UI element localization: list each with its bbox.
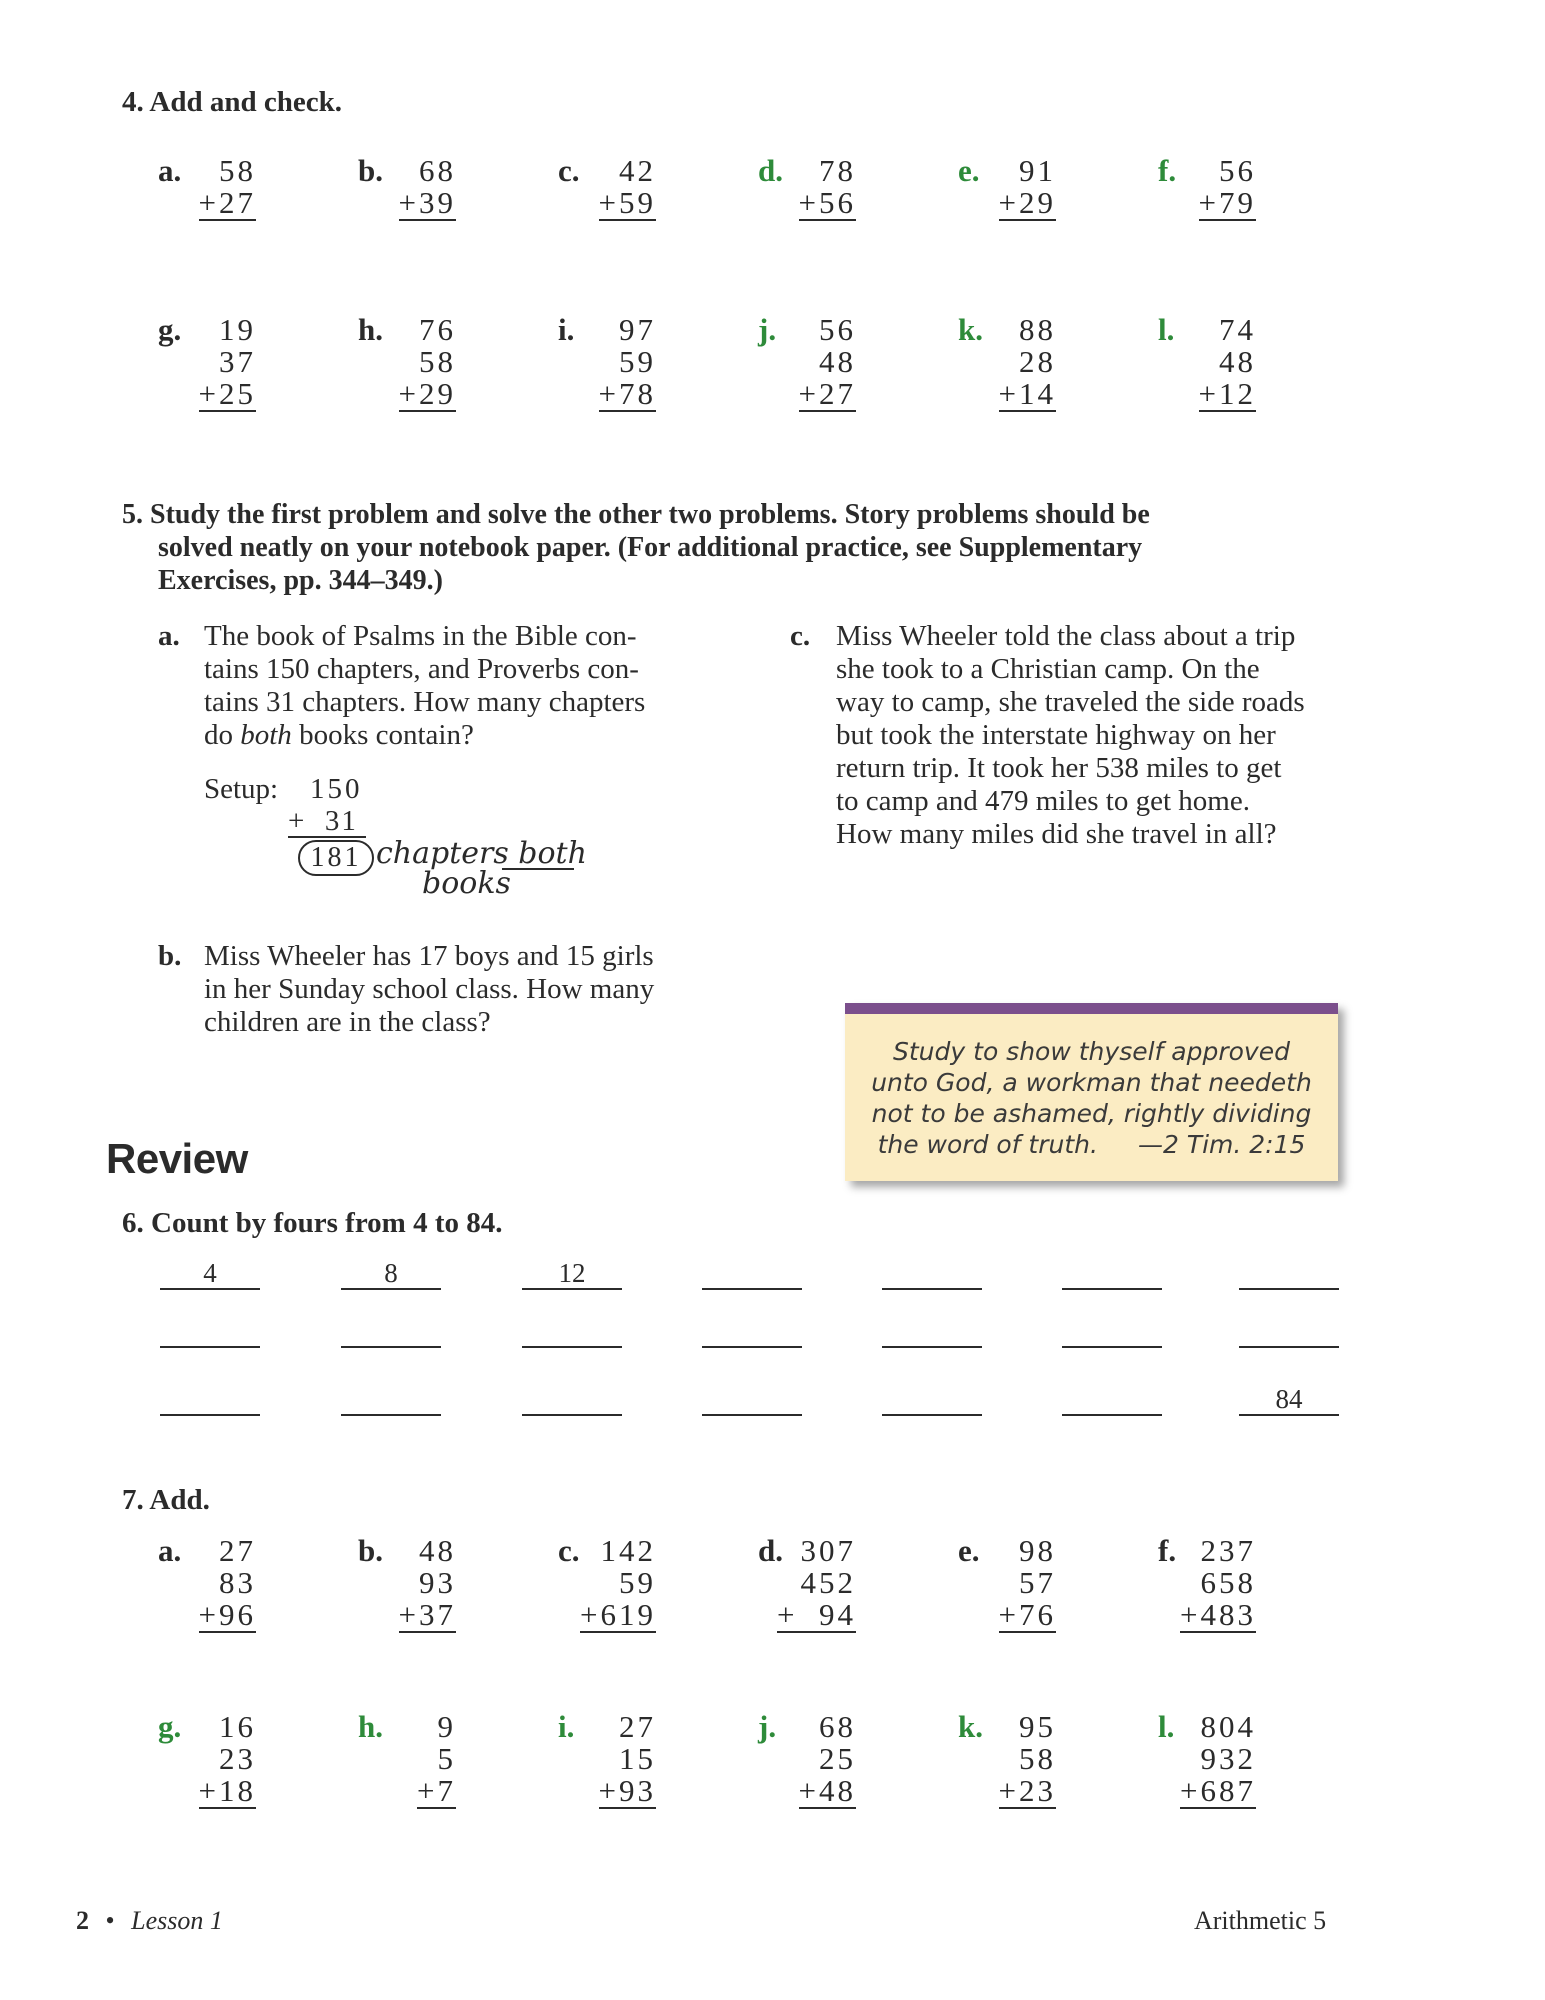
addends: [1180, 1535, 1256, 1633]
problem-5-title-line: solved neatly on your notebook paper. (For additional practice, see Supplementary: [158, 532, 1143, 563]
story-line: Miss Wheeler has 17 boys and 15 girls: [204, 940, 654, 972]
handwritten-answer-words-2: books: [422, 866, 511, 901]
addend: 59: [619, 1565, 656, 1600]
answer-blank[interactable]: [702, 1384, 802, 1416]
addition-problem: [358, 1711, 456, 1811]
addition-problem: [758, 1711, 856, 1811]
problem-label: g.: [158, 1709, 182, 1744]
problem-label: i.: [558, 312, 575, 347]
last-addend-underlined: +29: [998, 185, 1056, 220]
addends: [799, 155, 856, 221]
last-addend-underlined: +76: [998, 1597, 1056, 1632]
answer-blank[interactable]: [522, 1384, 622, 1416]
addend: 658: [1200, 1565, 1256, 1600]
addition-problem: [558, 1711, 656, 1811]
problem-label: h.: [358, 1709, 383, 1744]
addend: 56: [1219, 153, 1256, 188]
addition-problem: [1158, 1535, 1256, 1635]
last-addend-underlined: +56: [798, 185, 856, 220]
addition-problem: [958, 155, 1056, 223]
addend: 68: [819, 1709, 856, 1744]
addend: 74: [1219, 312, 1256, 347]
page-number: 2: [76, 1906, 89, 1935]
addends: [999, 314, 1056, 412]
addend: 804: [1200, 1709, 1256, 1744]
addend: 42: [619, 153, 656, 188]
last-addend-underlined: +37: [398, 1597, 456, 1632]
problem-label: h.: [358, 312, 383, 347]
addition-problem: [958, 314, 1056, 414]
problem-label: d.: [758, 1533, 783, 1568]
addends: [199, 1535, 256, 1633]
problem-label: l.: [1158, 1709, 1175, 1744]
answer-blank[interactable]: [882, 1316, 982, 1348]
story-line: The book of Psalms in the Bible con-: [204, 620, 637, 652]
addend: 48: [419, 1533, 456, 1568]
addends: [799, 314, 856, 412]
addition-problem: [558, 155, 656, 223]
last-addend-underlined: +48: [798, 1773, 856, 1808]
addend: 58: [219, 153, 256, 188]
problem-label: e.: [958, 1533, 980, 1568]
answer-blank[interactable]: [160, 1384, 260, 1416]
addend: 307: [800, 1533, 856, 1568]
problem-7-title: 7. Add.: [122, 1484, 210, 1516]
addend: 57: [1019, 1565, 1056, 1600]
addition-problem: [358, 155, 456, 223]
last-addend-underlined: +619: [580, 1597, 656, 1632]
problem-label: a.: [158, 1533, 182, 1568]
problem-5-title-line: Exercises, pp. 344–349.): [158, 565, 443, 596]
addends: [399, 314, 456, 412]
verse-line: not to be ashamed, rightly dividing: [871, 1099, 1312, 1128]
last-addend-underlined: +25: [198, 376, 256, 411]
addition-problem: [358, 314, 456, 414]
answer-blank[interactable]: [341, 1384, 441, 1416]
answer-underline: [502, 868, 574, 870]
addition-problem: [1158, 314, 1256, 414]
scripture-verse-box: [845, 1003, 1338, 1181]
last-addend-underlined: +29: [398, 376, 456, 411]
emphasis-text: both: [240, 719, 292, 751]
addition-problem: [558, 1535, 656, 1635]
story-label: b.: [158, 940, 182, 972]
answer-blank[interactable]: 4: [160, 1258, 260, 1290]
verse-line: unto God, a workman that needeth: [871, 1068, 1312, 1097]
review-heading: Review: [106, 1135, 248, 1182]
addend: 48: [1219, 344, 1256, 379]
verse-reference: —2 Tim. 2:15: [1137, 1130, 1306, 1159]
problem-label: c.: [558, 1533, 580, 1568]
addend: 95: [1019, 1709, 1056, 1744]
addend: 76: [419, 312, 456, 347]
addend: 56: [819, 312, 856, 347]
addend: 37: [219, 344, 256, 379]
setup-add-number: + 31: [288, 806, 366, 838]
addition-problem: [1158, 1711, 1256, 1811]
addends: [199, 1711, 256, 1809]
addend: 5: [437, 1741, 456, 1776]
story-line: return trip. It took her 538 miles to get: [836, 752, 1282, 784]
answer-blank[interactable]: [1062, 1384, 1162, 1416]
story-line: tains 150 chapters, and Proverbs con-: [204, 653, 639, 685]
story-label: c.: [790, 620, 811, 652]
addend: 27: [619, 1709, 656, 1744]
addends: [999, 1711, 1056, 1809]
problem-label: j.: [758, 312, 777, 347]
problem-label: i.: [558, 1709, 575, 1744]
addend: 58: [419, 344, 456, 379]
addends: [1199, 314, 1256, 412]
problem-5-title-line: 5. Study the first problem and solve the other two problems. Story problems should be: [122, 499, 1150, 530]
setup-answer-circled: 181: [298, 840, 374, 876]
addend: 28: [1019, 344, 1056, 379]
addend: 15: [619, 1741, 656, 1776]
book-title: Arithmetic 5: [1194, 1906, 1327, 1935]
addition-problem: [358, 1535, 456, 1635]
story-text: do: [204, 719, 241, 751]
addend: 78: [819, 153, 856, 188]
last-addend-underlined: +59: [598, 185, 656, 220]
addend: 27: [219, 1533, 256, 1568]
addends: [799, 1711, 856, 1809]
addend: 59: [619, 344, 656, 379]
last-addend-underlined: +79: [1198, 185, 1256, 220]
addend: 19: [219, 312, 256, 347]
story-line: in her Sunday school class. How many: [204, 973, 655, 1005]
answer-blank[interactable]: [1062, 1316, 1162, 1348]
story-label: a.: [158, 620, 180, 652]
problem-label: b.: [358, 153, 383, 188]
story-line: tains 31 chapters. How many chapters: [204, 686, 646, 718]
last-addend-underlined: +483: [1180, 1597, 1256, 1632]
addend: 68: [419, 153, 456, 188]
problem-5-title: [122, 498, 1150, 597]
last-addend-underlined: +687: [1180, 1773, 1256, 1808]
addend: 83: [219, 1565, 256, 1600]
setup-top-number: 150: [310, 773, 363, 805]
addition-problem: [958, 1711, 1056, 1811]
last-addend-underlined: +27: [798, 376, 856, 411]
problem-label: k.: [958, 312, 983, 347]
addend: 93: [419, 1565, 456, 1600]
verse-line: [845, 1129, 1338, 1160]
addend: 16: [219, 1709, 256, 1744]
answer-blank[interactable]: [341, 1316, 441, 1348]
addition-problem: [158, 1711, 256, 1811]
verse-line: Study to show thyself approved: [893, 1037, 1290, 1066]
last-addend-underlined: +14: [998, 376, 1056, 411]
addend: 98: [1019, 1533, 1056, 1568]
problem-label: a.: [158, 153, 182, 188]
addition-problem: [1158, 155, 1256, 223]
addends: [580, 1535, 656, 1633]
problem-label: e.: [958, 153, 980, 188]
addend: 88: [1019, 312, 1056, 347]
problem-label: f.: [1158, 1533, 1177, 1568]
answer-blank[interactable]: [882, 1384, 982, 1416]
addends: [1199, 155, 1256, 221]
addends: [999, 155, 1056, 221]
last-addend-underlined: +7: [417, 1773, 456, 1808]
story-problem-c: [790, 620, 1350, 851]
answer-blank[interactable]: [882, 1258, 982, 1290]
addition-problem: [158, 155, 256, 223]
story-line: way to camp, she traveled the side roads: [836, 686, 1305, 718]
addends: [599, 314, 656, 412]
story-line: How many miles did she travel in all?: [836, 818, 1277, 850]
answer-blank[interactable]: 8: [341, 1258, 441, 1290]
problem-label: c.: [558, 153, 580, 188]
addends: [999, 1535, 1056, 1633]
problem-label: l.: [1158, 312, 1175, 347]
last-addend-underlined: +23: [998, 1773, 1056, 1808]
addends: [417, 1711, 456, 1809]
addition-problem: [158, 1535, 256, 1635]
story-line: [204, 719, 718, 752]
addend: 142: [600, 1533, 656, 1568]
problem-label: g.: [158, 312, 182, 347]
addends: [777, 1535, 856, 1633]
problem-label: b.: [358, 1533, 383, 1568]
verse-text: the word of truth.: [877, 1130, 1098, 1159]
last-addend-underlined: +12: [1198, 376, 1256, 411]
last-addend-underlined: + 94: [777, 1597, 856, 1632]
last-addend-underlined: +96: [198, 1597, 256, 1632]
last-addend-underlined: +78: [598, 376, 656, 411]
story-line: but took the interstate highway on her: [836, 719, 1276, 751]
problem-label: j.: [758, 1709, 777, 1744]
last-addend-underlined: +93: [598, 1773, 656, 1808]
handwritten-answer-words: chapters both: [376, 836, 587, 871]
page-footer-left: [76, 1906, 223, 1936]
problem-6-title: 6. Count by fours from 4 to 84.: [122, 1207, 503, 1239]
addend: 23: [219, 1741, 256, 1776]
answer-blank[interactable]: [702, 1316, 802, 1348]
addend: 452: [800, 1565, 856, 1600]
story-problem-a: [158, 620, 718, 752]
last-addend-underlined: +18: [198, 1773, 256, 1808]
addends: [399, 155, 456, 221]
addend: 237: [1200, 1533, 1256, 1568]
lesson-label: Lesson 1: [131, 1906, 223, 1935]
story-line: she took to a Christian camp. On the: [836, 653, 1260, 685]
addend: 25: [819, 1741, 856, 1776]
addition-problem: [758, 314, 856, 414]
problem-4-title: 4. Add and check.: [122, 86, 342, 118]
answer-blank[interactable]: [1062, 1258, 1162, 1290]
addend: 48: [819, 344, 856, 379]
setup-label: Setup:: [204, 773, 279, 805]
addition-problem: [958, 1535, 1056, 1635]
addition-problem: [158, 314, 256, 414]
last-addend-underlined: +39: [398, 185, 456, 220]
addends: [399, 1535, 456, 1633]
addends: [599, 1711, 656, 1809]
answer-blank[interactable]: [702, 1258, 802, 1290]
addends: [599, 155, 656, 221]
addition-problem: [758, 155, 856, 223]
addend: 91: [1019, 153, 1056, 188]
answer-blank[interactable]: [1239, 1316, 1339, 1348]
story-problem-b: [158, 940, 718, 1039]
bullet: •: [105, 1906, 115, 1935]
answer-blank[interactable]: [160, 1316, 260, 1348]
addends: [199, 155, 256, 221]
problem-label: f.: [1158, 153, 1177, 188]
addition-problem: [758, 1535, 856, 1635]
problem-label: d.: [758, 153, 783, 188]
story-text: books contain?: [291, 719, 474, 751]
answer-blank[interactable]: [522, 1316, 622, 1348]
addends: [1180, 1711, 1256, 1809]
answer-blank[interactable]: 84: [1239, 1384, 1339, 1416]
story-line: children are in the class?: [204, 1006, 491, 1038]
addend: 97: [619, 312, 656, 347]
addend: 9: [437, 1709, 456, 1744]
addends: [199, 314, 256, 412]
story-line: to camp and 479 miles to get home.: [836, 785, 1250, 817]
addend: 932: [1200, 1741, 1256, 1776]
story-line: Miss Wheeler told the class about a trip: [836, 620, 1296, 652]
answer-blank[interactable]: 12: [522, 1258, 622, 1290]
last-addend-underlined: +27: [198, 185, 256, 220]
answer-blank[interactable]: [1239, 1258, 1339, 1290]
addition-problem: [558, 314, 656, 414]
addend: 58: [1019, 1741, 1056, 1776]
problem-label: k.: [958, 1709, 983, 1744]
